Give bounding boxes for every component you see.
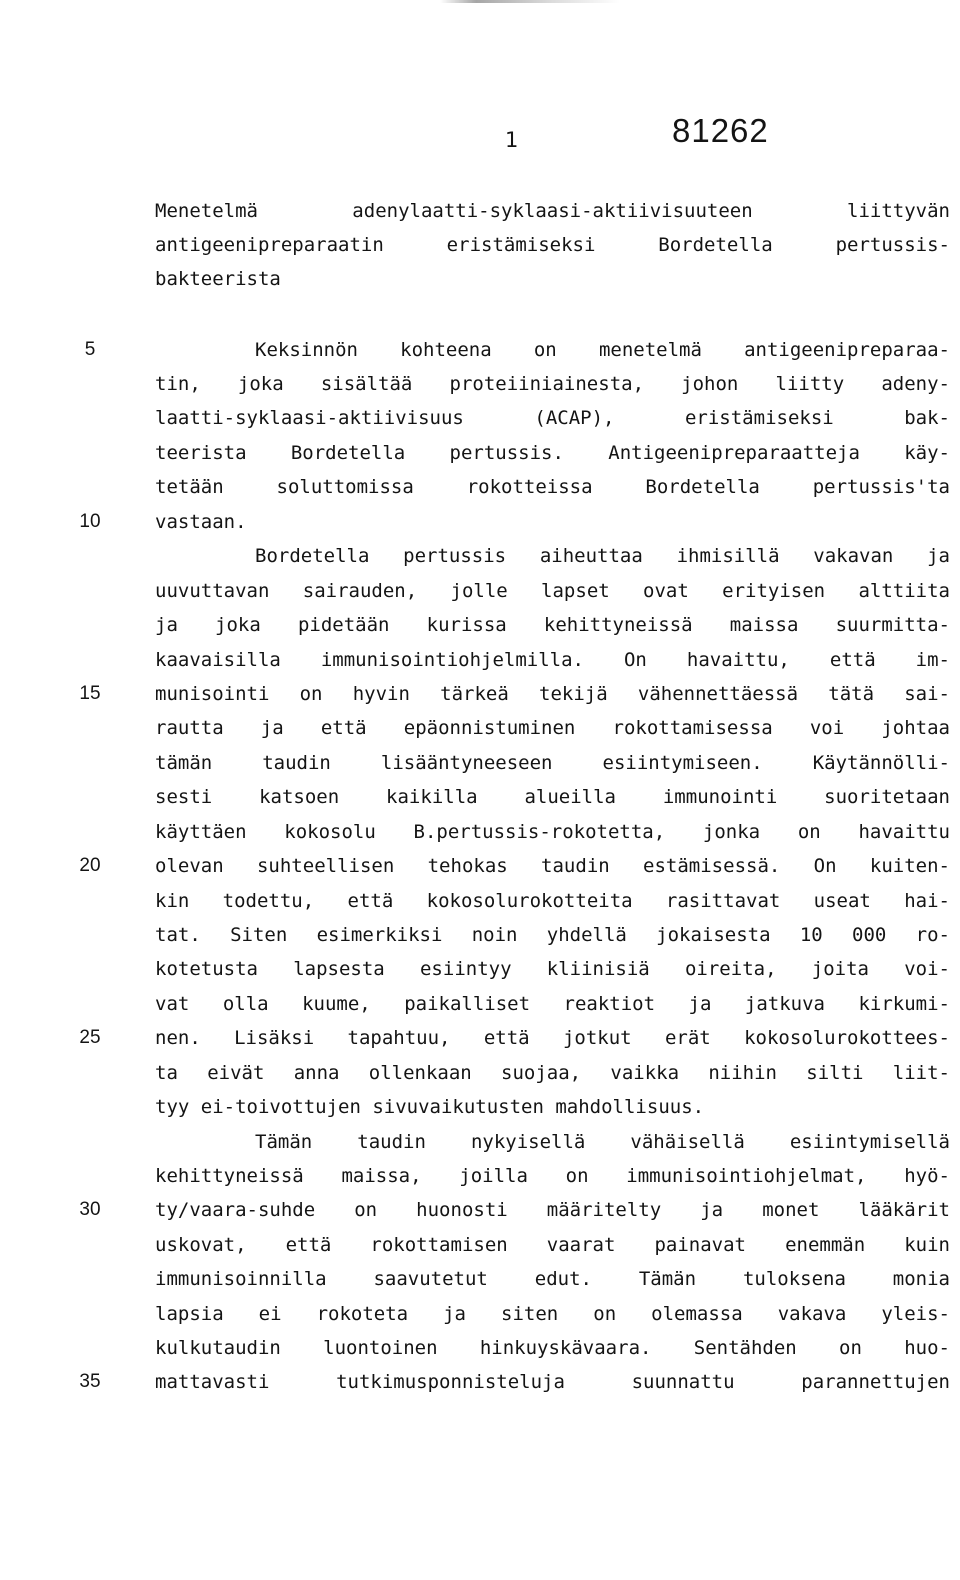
body-line: laatti-syklaasi-aktiivisuus (ACAP), eristämiseksi bak- <box>155 407 950 429</box>
body-line: vastaan. <box>155 511 247 533</box>
line-number: 15 <box>79 683 101 704</box>
line-number: 5 <box>84 339 96 360</box>
body-line: uuvuttavan sairauden, jolle lapset ovat erityisen alttiita <box>155 580 950 602</box>
line-number: 20 <box>79 855 101 876</box>
body-line: vat olla kuume, paikalliset reaktiot ja jatkuva kirkumi- <box>155 993 950 1015</box>
body-line: tin, joka sisältää proteiiniainesta, johon liitty adeny- <box>155 373 950 395</box>
line-number: 10 <box>79 511 101 532</box>
body-line: kehittyneissä maissa, joilla on immunisointiohjelmat, hyö- <box>155 1165 950 1187</box>
line-number: 25 <box>79 1027 101 1048</box>
line-number: 35 <box>79 1371 101 1392</box>
body-line: Keksinnön kohteena on menetelmä antigeenipreparaa- <box>255 339 950 361</box>
body-line: rautta ja että epäonnistuminen rokottamisessa voi johtaa <box>155 717 950 739</box>
scan-artifact <box>440 0 620 3</box>
body-line: tyy ei-toivottujen sivuvaikutusten mahdollisuus. <box>155 1096 705 1118</box>
body-line: ty/vaara-suhde on huonosti määritelty ja monet lääkärit <box>155 1199 950 1221</box>
body-line: Bordetella pertussis aiheuttaa ihmisillä vakavan ja <box>255 545 950 567</box>
body-line: olevan suhteellisen tehokas taudin estämisessä. On kuiten- <box>155 855 950 877</box>
title-line: antigeenipreparaatin eristämiseksi Bordetella pertussis- <box>155 234 950 256</box>
body-line: kaavaisilla immunisointiohjelmilla. On havaittu, että im- <box>155 649 950 671</box>
body-line: mattavasti tutkimusponnisteluja suunnattu parannettujen <box>155 1371 950 1393</box>
body-line: munisointi on hyvin tärkeä tekijä vähennettäessä tätä sai- <box>155 683 950 705</box>
body-line: kotetusta lapsesta esiintyy kliinisiä oireita, joita voi- <box>155 958 950 980</box>
body-line: kin todettu, että kokosolurokotteita rasittavat useat hai- <box>155 890 950 912</box>
body-line: kulkutaudin luontoinen hinkuyskävaara. Sentähden on huo- <box>155 1337 950 1359</box>
body-line: nen. Lisäksi tapahtuu, että jotkut erät kokosolurokottees- <box>155 1027 950 1049</box>
body-line: immunisoinnilla saavutetut edut. Tämän tuloksena monia <box>155 1268 950 1290</box>
line-number: 30 <box>79 1199 101 1220</box>
title-line: Menetelmä adenylaatti-syklaasi-aktiivisuuteen liittyvän <box>155 200 950 222</box>
body-line: tat. Siten esimerkiksi noin yhdellä jokaisesta 10 000 ro- <box>155 924 950 946</box>
title-line: bakteerista <box>155 268 281 290</box>
body-line: Tämän taudin nykyisellä vähäisellä esiintymisellä <box>255 1131 950 1153</box>
body-line: teerista Bordetella pertussis. Antigeenipreparaatteja käy- <box>155 442 950 464</box>
body-line: lapsia ei rokoteta ja siten on olemassa vakava yleis- <box>155 1303 950 1325</box>
body-line: uskovat, että rokottamisen vaarat painavat enemmän kuin <box>155 1234 950 1256</box>
body-line: ta eivät anna ollenkaan suojaa, vaikka niihin silti liit- <box>155 1062 950 1084</box>
page-number: 1 <box>505 128 519 152</box>
body-line: käyttäen kokosolu B.pertussis-rokotetta, jonka on havaittu <box>155 821 950 843</box>
body-line: sesti katsoen kaikilla alueilla immunointi suoritetaan <box>155 786 950 808</box>
body-line: tämän taudin lisääntyneeseen esiintymiseen. Käytännölli- <box>155 752 950 774</box>
body-line: ja joka pidetään kurissa kehittyneissä maissa suurmitta- <box>155 614 950 636</box>
body-line: tetään soluttomissa rokotteissa Bordetella pertussis'ta <box>155 476 950 498</box>
document-number: 81262 <box>672 112 769 149</box>
